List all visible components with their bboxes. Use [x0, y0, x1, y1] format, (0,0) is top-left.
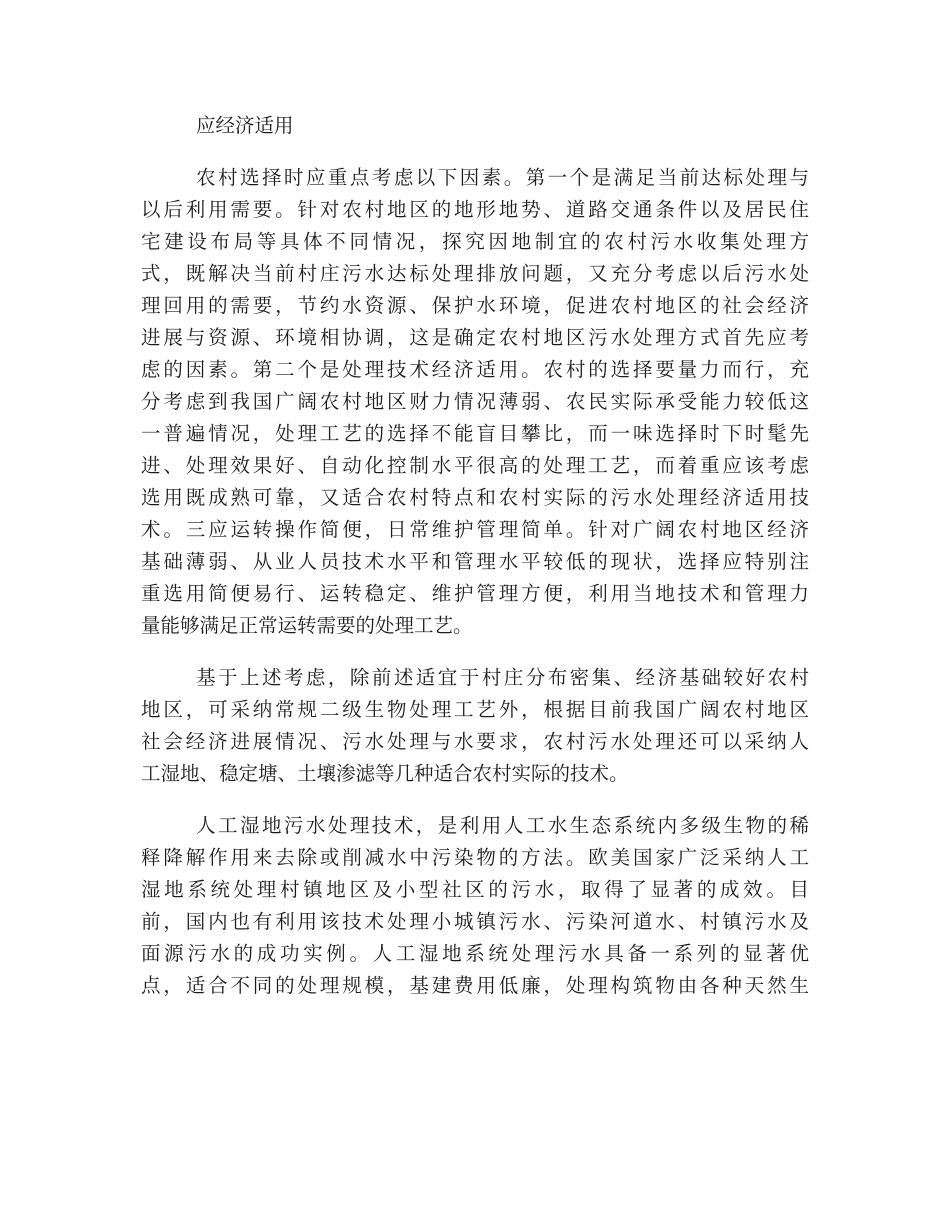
paragraph-line: 基于上述考虑，除前述适宜于村庄分布密集、经济基础较好农村	[196, 666, 809, 689]
paragraph-factors	[141, 162, 809, 642]
paragraph-line: 基础薄弱、从业人员技术水平和管理水平较低的现状，选择应特别注	[141, 550, 809, 573]
paragraph-line: 面源污水的成功实例。人工湿地系统处理污水具备一系列的显著优	[141, 942, 809, 965]
paragraph-line: 农村选择时应重点考虑以下因素。第一个是满足当前达标处理与	[196, 166, 809, 189]
paragraph-line: 量能够满足正常运转需要的处理工艺。	[141, 614, 473, 637]
paragraph-line: 以后利用需要。针对农村地区的地形地势、道路交通条件以及居民住	[141, 198, 809, 221]
paragraph-line: 选用既成熟可靠，又适合农村特点和农村实际的污水处理经济适用技	[141, 486, 809, 509]
paragraph-considerations	[141, 662, 809, 790]
paragraph-gap	[141, 790, 809, 810]
paragraph-gap	[141, 142, 809, 162]
paragraph-line: 虑的因素。第二个是处理技术经济适用。农村的选择要量力而行，充	[141, 358, 809, 381]
paragraph-line: 进、处理效果好、自动化控制水平很高的处理工艺，而着重应该考虑	[141, 454, 809, 477]
paragraph-line: 社会经济进展情况、污水处理与水要求，农村污水处理还可以采纳人	[141, 730, 809, 753]
paragraph-line: 式，既解决当前村庄污水达标处理排放问题，又充分考虑以后污水处	[141, 262, 809, 285]
paragraph-line: 进展与资源、环境相协调，这是确定农村地区污水处理方式首先应考	[141, 326, 809, 349]
paragraph-line: 人工湿地污水处理技术，是利用人工水生态系统内多级生物的稀	[196, 814, 809, 837]
document-body	[141, 110, 809, 1002]
paragraph-line: 地区，可采纳常规二级生物处理工艺外，根据目前我国广阔农村地区	[141, 698, 809, 721]
paragraph-gap	[141, 642, 809, 662]
paragraph-wetland	[141, 810, 809, 1002]
paragraph-line: 一普遍情况，处理工艺的选择不能盲目攀比，而一味选择时下时髦先	[141, 422, 809, 445]
paragraph-line: 工湿地、稳定塘、土壤渗滤等几种适合农村实际的技术。	[141, 762, 629, 785]
section-heading: 应经济适用	[196, 114, 294, 137]
paragraph-line: 点，适合不同的处理规模，基建费用低廉，处理构筑物由各种天然生	[141, 974, 809, 997]
paragraph-line: 释降解作用来去除或削减水中污染物的方法。欧美国家广泛采纳人工	[141, 846, 809, 869]
paragraph-line: 宅建设布局等具体不同情况，探究因地制宜的农村污水收集处理方	[141, 230, 809, 253]
paragraph-line: 重选用简便易行、运转稳定、维护管理方便，利用当地技术和管理力	[141, 582, 809, 605]
paragraph-line: 分考虑到我国广阔农村地区财力情况薄弱、农民实际承受能力较低这	[141, 390, 809, 413]
paragraph-line: 术。三应运转操作简便，日常维护管理简单。针对广阔农村地区经济	[141, 518, 809, 541]
paragraph-line: 理回用的需要，节约水资源、保护水环境，促进农村地区的社会经济	[141, 294, 809, 317]
paragraph-line: 湿地系统处理村镇地区及小型社区的污水，取得了显著的成效。目	[141, 878, 809, 901]
paragraph-line: 前，国内也有利用该技术处理小城镇污水、污染河道水、村镇污水及	[141, 910, 809, 933]
